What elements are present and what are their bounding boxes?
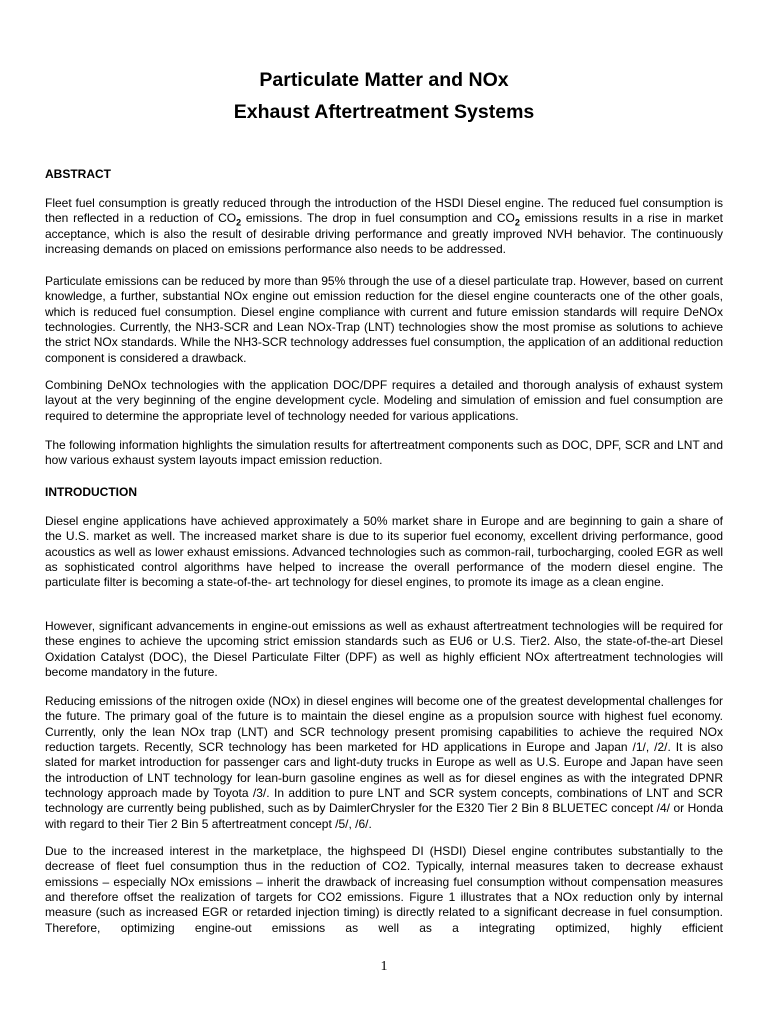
introduction-paragraph-4: Due to the increased interest in the marketplace, the highspeed DI (HSDI) Diesel engine contributes substantially to the decrease of fleet fuel consumption thus in the reduction of CO2. Typically, internal measures taken to decrease exhaust emissions – especially NOx emissions – inherit the drawback of increasing fuel consumption without compensation measures and therefore offset the realization of targets for CO2 emissions. Figure 1 illustrates that a NOx reduction only by internal measure (such as increased EGR or retarded injection timing) is directly related to a significant decrease in fuel consumption. Therefore, optimizing engine-out emissions as well as a integrating optimized, highly efficient	[45, 844, 723, 935]
title-line-1: Particulate Matter and NOx	[259, 69, 509, 91]
abstract-paragraph-3: Combining DeNOx technologies with the application DOC/DPF requires a detailed and thorough analysis of exhaust system layout at the very beginning of the engine development cycle. Modeling and simulation of emission and fuel consumption are required to determine the appropriate level of technology needed for various applications.	[45, 378, 723, 423]
introduction-paragraph-1: Diesel engine applications have achieved approximately a 50% market share in Europe and are beginning to gain a share of the U.S. market as well. The increased market share is due to its superior fuel economy, excellent driving performance, good acoustics as well as lower exhaust emissions. Advanced technologies such as common-rail, turbocharging, cooled EGR as well as sophisticated control algorithms have helped to increase the overall performance of the modern diesel engine. The particulate filter is becoming a state-of-the- art technology for diesel engines, to promote its image as a clean engine.	[45, 514, 723, 590]
abstract-paragraph-4: The following information highlights the simulation results for aftertreatment components such as DOC, DPF, SCR and LNT and how various exhaust system layouts impact emission reduction.	[45, 438, 723, 468]
paragraph-text: Fleet fuel consumption is greatly reduced through the introduction of the HSDI Diesel engine. The reduced fuel consumption is then reflected in a reduction of CO	[45, 196, 723, 226]
abstract-paragraph-2: Particulate emissions can be reduced by more than 95% through the use of a diesel particulate trap. However, based on current knowledge, a further, substantial NOx engine out emission reduction for the diesel engine counteracts one of the other goals, which is reduced fuel consumption. Diesel engine compliance with current and future emission standards will require DeNOx technologies. Currently, the NH3-SCR and Lean NOx-Trap (LNT) technologies show the most promise as solutions to achieve the strict NOx standards. While the NH3-SCR technology addresses fuel consumption, the application of an additional reduction component is considered a drawback.	[45, 274, 723, 365]
subscript-text: 2	[236, 217, 242, 228]
title-line-2: Exhaust Aftertreatment Systems	[233, 101, 535, 123]
paragraph-text: emissions results in a rise in market acceptance, which is also the result of desirable driving performance and greatly improved NVH behavior. The continuously increasing demands on placed on emissions performance also needs to be addressed.	[45, 211, 723, 257]
page-number: 1	[380, 959, 388, 974]
paragraph-text: emissions. The drop in fuel consumption and CO	[241, 211, 515, 226]
abstract-paragraph-1	[45, 196, 723, 257]
subscript-text: 2	[514, 217, 520, 228]
abstract-heading: ABSTRACT	[45, 167, 111, 181]
introduction-heading: INTRODUCTION	[45, 485, 137, 499]
introduction-paragraph-2: However, significant advancements in engine-out emissions as well as exhaust aftertreatment technologies will be required for these engines to achieve the upcoming strict emission standards such as EU6 or U.S. Tier2. Also, the state-of-the-art Diesel Oxidation Catalyst (DOC), the Diesel Particulate Filter (DPF) as well as highly efficient NOx aftertreatment technologies will become mandatory in the future.	[45, 619, 723, 680]
introduction-paragraph-3: Reducing emissions of the nitrogen oxide (NOx) in diesel engines will become one of the greatest developmental challenges for the future. The primary goal of the future is to maintain the diesel engine as a propulsion source with highest fuel economy. Currently, only the lean NOx trap (LNT) and SCR technology present promising capabilities to achieve the required NOx reduction targets. Recently, SCR technology has been marketed for HD applications in Europe and Japan /1/, /2/. It is also slated for market introduction for passenger cars and light-duty trucks in Europe as well as U.S. Europe and Japan have seen the introduction of LNT technology for lean-burn gasoline engines as well as for diesel engines as with the integrated DPNR technology approach made by Toyota /3/. In addition to pure LNT and SCR system concepts, combinations of LNT and SCR technology are currently being published, such as by DaimlerChrysler for the E320 Tier 2 Bin 8 BLUETEC concept /4/ or Honda with regard to their Tier 2 Bin 5 aftertreatment concept /5/, /6/.	[45, 694, 723, 831]
paper-title	[45, 64, 723, 128]
